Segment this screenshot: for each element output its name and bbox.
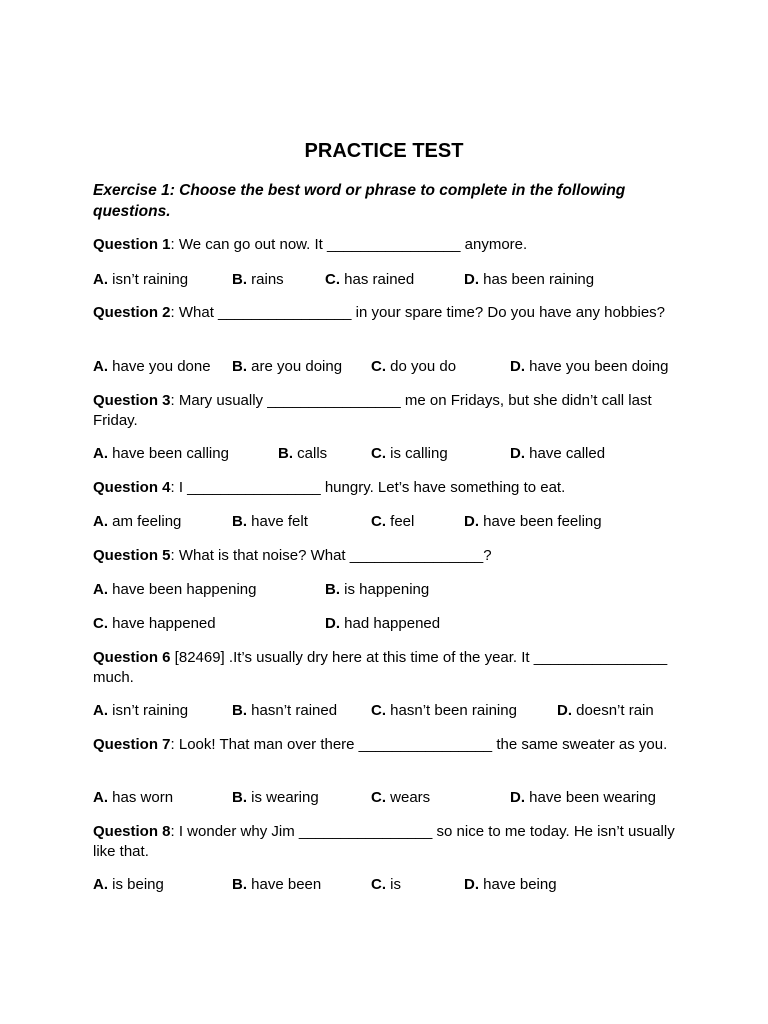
option-text: is happening bbox=[340, 581, 430, 598]
option-letter: D. bbox=[325, 615, 340, 632]
question-label: Question 8 bbox=[93, 823, 171, 840]
option-letter: A. bbox=[93, 581, 108, 598]
option-text: have been feeling bbox=[479, 513, 602, 530]
option-text: have being bbox=[479, 876, 557, 893]
option-text: have called bbox=[525, 445, 606, 462]
option-text: has been raining bbox=[479, 271, 595, 288]
option-text: have happened bbox=[108, 615, 216, 632]
option-text: hasn’t been raining bbox=[386, 702, 517, 719]
option-b[interactable] bbox=[232, 701, 337, 720]
option-letter: D. bbox=[510, 358, 525, 375]
option-letter: A. bbox=[93, 358, 108, 375]
option-text: isn’t raining bbox=[108, 702, 189, 719]
option-text: is bbox=[386, 876, 401, 893]
option-letter: B. bbox=[278, 445, 293, 462]
option-letter: C. bbox=[371, 702, 386, 719]
option-b[interactable] bbox=[232, 875, 321, 894]
option-d[interactable] bbox=[464, 512, 602, 531]
option-b[interactable] bbox=[232, 357, 342, 376]
option-letter: C. bbox=[371, 445, 386, 462]
option-a[interactable] bbox=[93, 788, 173, 807]
question-text: : I ________________ hungry. Let’s have something to eat. bbox=[170, 479, 566, 496]
question-text: : What ________________ in your spare time? Do you have any hobbies? bbox=[170, 304, 666, 321]
option-letter: B. bbox=[325, 581, 340, 598]
option-c[interactable] bbox=[371, 512, 414, 531]
question-label: Question 3 bbox=[93, 392, 171, 409]
question-7 bbox=[93, 735, 683, 755]
option-letter: C. bbox=[93, 615, 108, 632]
option-c[interactable] bbox=[371, 701, 517, 720]
option-b[interactable] bbox=[325, 580, 429, 599]
option-text: have been happening bbox=[108, 581, 257, 598]
question-text: : We can go out now. It ________________ anymore. bbox=[170, 236, 528, 253]
question-text: : I wonder why Jim ________________ so nice to me today. He isn’t usually like that. bbox=[93, 823, 675, 860]
question-6 bbox=[93, 648, 683, 687]
option-d[interactable] bbox=[464, 270, 594, 289]
option-letter: B. bbox=[232, 358, 247, 375]
option-text: feel bbox=[386, 513, 415, 530]
option-text: have been wearing bbox=[525, 789, 656, 806]
option-text: hasn’t rained bbox=[247, 702, 338, 719]
option-text: are you doing bbox=[247, 358, 343, 375]
option-text: had happened bbox=[340, 615, 441, 632]
option-a[interactable] bbox=[93, 357, 211, 376]
option-d[interactable] bbox=[557, 701, 654, 720]
option-c[interactable] bbox=[93, 614, 216, 633]
option-text: isn’t raining bbox=[108, 271, 189, 288]
question-8 bbox=[93, 822, 683, 861]
option-text: doesn’t rain bbox=[572, 702, 654, 719]
option-letter: B. bbox=[232, 789, 247, 806]
option-text: am feeling bbox=[108, 513, 182, 530]
question-text: : Look! That man over there ________________ the same sweater as you. bbox=[170, 736, 668, 753]
option-letter: A. bbox=[93, 702, 108, 719]
option-d[interactable] bbox=[510, 788, 656, 807]
question-3 bbox=[93, 391, 683, 430]
option-letter: A. bbox=[93, 789, 108, 806]
option-letter: B. bbox=[232, 702, 247, 719]
option-text: has worn bbox=[108, 789, 174, 806]
option-a[interactable] bbox=[93, 875, 164, 894]
option-letter: D. bbox=[557, 702, 572, 719]
question-text: : What is that noise? What ________________? bbox=[170, 547, 492, 564]
option-text: is being bbox=[108, 876, 164, 893]
option-letter: C. bbox=[371, 789, 386, 806]
question-text: [82469] .It’s usually dry here at this time of the year. It ________________ much. bbox=[93, 649, 668, 686]
option-b[interactable] bbox=[232, 512, 308, 531]
option-text: is wearing bbox=[247, 789, 319, 806]
option-c[interactable] bbox=[371, 788, 430, 807]
option-d[interactable] bbox=[510, 444, 605, 463]
option-letter: A. bbox=[93, 271, 108, 288]
option-text: wears bbox=[386, 789, 431, 806]
option-d[interactable] bbox=[464, 875, 557, 894]
option-c[interactable] bbox=[325, 270, 414, 289]
option-c[interactable] bbox=[371, 875, 401, 894]
option-letter: A. bbox=[93, 445, 108, 462]
option-text: have you been doing bbox=[525, 358, 669, 375]
question-1 bbox=[93, 235, 683, 255]
option-letter: B. bbox=[232, 876, 247, 893]
option-text: have been bbox=[247, 876, 322, 893]
option-letter: C. bbox=[325, 271, 340, 288]
question-label: Question 6 bbox=[93, 649, 171, 666]
option-c[interactable] bbox=[371, 444, 448, 463]
question-label: Question 7 bbox=[93, 736, 171, 753]
option-a[interactable] bbox=[93, 444, 229, 463]
option-b[interactable] bbox=[232, 270, 284, 289]
option-d[interactable] bbox=[325, 614, 440, 633]
option-letter: D. bbox=[464, 876, 479, 893]
option-d[interactable] bbox=[510, 357, 668, 376]
exercise-instruction: Exercise 1: Choose the best word or phrase to complete in the following questions. bbox=[93, 182, 626, 220]
option-text: have been calling bbox=[108, 445, 229, 462]
option-text: have you done bbox=[108, 358, 211, 375]
option-a[interactable] bbox=[93, 512, 181, 531]
option-letter: C. bbox=[371, 876, 386, 893]
option-text: rains bbox=[247, 271, 284, 288]
option-letter: D. bbox=[464, 271, 479, 288]
option-c[interactable] bbox=[371, 357, 456, 376]
option-letter: C. bbox=[371, 513, 386, 530]
option-letter: C. bbox=[371, 358, 386, 375]
option-a[interactable] bbox=[93, 701, 188, 720]
question-label: Question 4 bbox=[93, 479, 171, 496]
option-text: calls bbox=[293, 445, 328, 462]
option-text: has rained bbox=[340, 271, 415, 288]
option-letter: B. bbox=[232, 513, 247, 530]
question-text: : Mary usually ________________ me on Fridays, but she didn’t call last Friday. bbox=[93, 392, 652, 429]
page-title: PRACTICE TEST bbox=[304, 140, 464, 162]
option-letter: A. bbox=[93, 876, 108, 893]
option-letter: D. bbox=[510, 445, 525, 462]
option-text: do you do bbox=[386, 358, 457, 375]
question-label: Question 1 bbox=[93, 236, 171, 253]
question-2 bbox=[93, 303, 683, 323]
question-4 bbox=[93, 478, 683, 498]
option-text: is calling bbox=[386, 445, 448, 462]
option-letter: A. bbox=[93, 513, 108, 530]
question-label: Question 5 bbox=[93, 547, 171, 564]
option-letter: D. bbox=[464, 513, 479, 530]
question-label: Question 2 bbox=[93, 304, 171, 321]
question-5 bbox=[93, 546, 683, 566]
option-a[interactable] bbox=[93, 270, 188, 289]
option-b[interactable] bbox=[278, 444, 327, 463]
option-text: have felt bbox=[247, 513, 308, 530]
option-letter: D. bbox=[510, 789, 525, 806]
option-a[interactable] bbox=[93, 580, 256, 599]
option-letter: B. bbox=[232, 271, 247, 288]
option-b[interactable] bbox=[232, 788, 319, 807]
